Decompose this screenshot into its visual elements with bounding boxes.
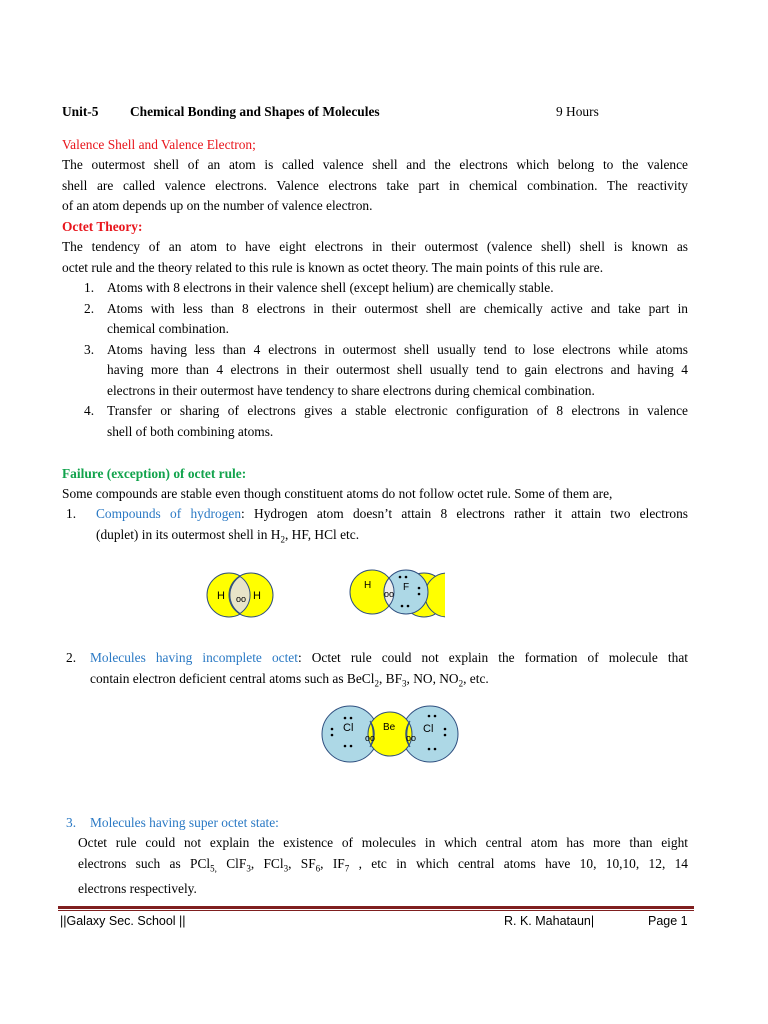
- item1-number: 1.: [66, 506, 77, 521]
- text-line: octet rule and the theory related to this rule is known as octet theory. The main points of this rule are.: [62, 259, 604, 275]
- shared-electrons: oo: [236, 594, 247, 604]
- item2-number: 2.: [66, 650, 77, 665]
- shared-electrons-right: oo: [406, 733, 417, 743]
- footer-school: ||Galaxy Sec. School ||: [60, 914, 186, 928]
- item1-label: Compounds of hydrogen: [96, 506, 242, 521]
- unit-hours: 9 Hours: [556, 104, 599, 119]
- becl2-diagram: [315, 700, 465, 770]
- item1-text1: : Hydrogen atom doesn’t attain 8 electrons rather it attain two electrons: [241, 506, 689, 521]
- shared-electrons-left: oo: [365, 733, 376, 743]
- item3-label: Molecules having super octet state:: [90, 815, 279, 830]
- text-line: chemical combination.: [107, 321, 229, 336]
- text-line: Atoms with 8 electrons in their valence shell (except helium) are chemically stable.: [107, 280, 554, 295]
- text: ClF: [216, 855, 247, 871]
- text-line: having more than 4 electrons in their outermost shell usually tend to gain electrons and having 4: [107, 362, 688, 377]
- item2-text1: : Octet rule could not explain the formation of molecule that: [297, 650, 688, 665]
- text-line: Atoms having less than 4 electrons in outermost shell usually tend to lose electrons while atoms: [107, 341, 688, 357]
- text: electrons such as PCl: [78, 855, 211, 871]
- text-line: Atoms with less than 8 electrons in their outermost shell are chemically active and take part in: [107, 300, 688, 316]
- h2-right-label: H: [253, 590, 261, 602]
- shared-electrons: oo: [384, 589, 395, 599]
- text-line: shell of both combining atoms.: [107, 423, 274, 439]
- list-number: 2.: [84, 300, 95, 316]
- subscript: 3: [246, 863, 251, 874]
- text: , FCl: [250, 855, 284, 871]
- text: , BF: [378, 670, 403, 686]
- item3-number: 3.: [66, 815, 77, 830]
- hf-left-label: H: [364, 580, 372, 591]
- list-number: 4.: [84, 403, 95, 418]
- text-line: of an atom depends up on the number of valence electron.: [62, 198, 373, 213]
- list-number: 1.: [84, 280, 95, 295]
- cl-left-label: Cl: [343, 722, 354, 734]
- list-item: [62, 340, 688, 402]
- subscript: 2: [280, 534, 285, 545]
- text-line: shell are called valence electrons. Valence electrons take part in chemical combination. The reactivity: [62, 177, 688, 193]
- text-line: electrons respectively.: [78, 880, 197, 896]
- subscript: 7: [344, 863, 350, 874]
- octet-heading: Octet Theory:: [62, 219, 143, 234]
- subscript: 5,: [210, 863, 217, 874]
- text: contain electron deficient central atoms such as BeCl: [90, 670, 375, 686]
- failure-heading: Failure (exception) of octet rule:: [62, 466, 247, 481]
- subscript: 2: [374, 678, 379, 689]
- text-line: The tendency of an atom to have eight electrons in their outermost (valence shell) shell is known as: [62, 239, 688, 254]
- failure-intro: Some compounds are stable even though constituent atoms do not follow octet rule. Some of them are,: [62, 486, 613, 501]
- footer-rule-thin: [58, 910, 694, 911]
- subscript: 3: [402, 678, 407, 689]
- text: , etc in which central atoms have 10, 10,10, 12, 14: [349, 855, 689, 871]
- item1-text: [96, 504, 688, 550]
- unit-label: Unit-5: [62, 104, 99, 119]
- subscript: 6: [315, 863, 321, 874]
- diagrams-layer: [195, 560, 445, 630]
- be-label: Be: [383, 722, 396, 733]
- item3-text: [78, 833, 688, 899]
- text: , etc.: [463, 670, 489, 686]
- text-line: Octet rule could not explain the existence of molecules in which central atom has more than eight: [78, 835, 688, 850]
- footer-rule-thick: [58, 906, 694, 909]
- footer-page-number: Page 1: [648, 914, 688, 928]
- page-title: Chemical Bonding and Shapes of Molecules: [130, 104, 380, 119]
- valence-paragraph: [62, 155, 688, 217]
- text: , IF: [320, 855, 345, 871]
- hf-right-label: F: [403, 582, 410, 593]
- item2-text: [90, 648, 688, 694]
- cl-right-label: Cl: [423, 723, 434, 735]
- list-item: [62, 299, 688, 340]
- list-item: [62, 278, 688, 299]
- octet-points-list: [62, 278, 688, 442]
- list-number: 3.: [84, 341, 95, 357]
- item1-text3: , HF, HCl etc.: [284, 526, 360, 542]
- text-line: Transfer or sharing of electrons gives a stable electronic configuration of 8 electrons in valence: [107, 403, 688, 418]
- list-item: [62, 401, 688, 442]
- text: , SF: [288, 855, 316, 871]
- text-line: electrons in their outermost have tendency to share electrons during chemical combination.: [107, 382, 595, 398]
- subscript: 3: [283, 863, 289, 874]
- item1-text2: (duplet) in its outermost shell in H: [96, 526, 281, 542]
- octet-intro: [62, 237, 688, 278]
- text: , NO, NO: [406, 670, 459, 686]
- footer-author: R. K. Mahataun|: [504, 914, 595, 928]
- subscript: 2: [458, 678, 464, 689]
- valence-heading: Valence Shell and Valence Electron;: [62, 137, 256, 152]
- text-line: The outermost shell of an atom is called valence shell and the electrons which belong to the valence: [62, 157, 688, 172]
- item2-label: Molecules having incomplete octet: [90, 650, 298, 665]
- h2-left-label: H: [217, 590, 225, 602]
